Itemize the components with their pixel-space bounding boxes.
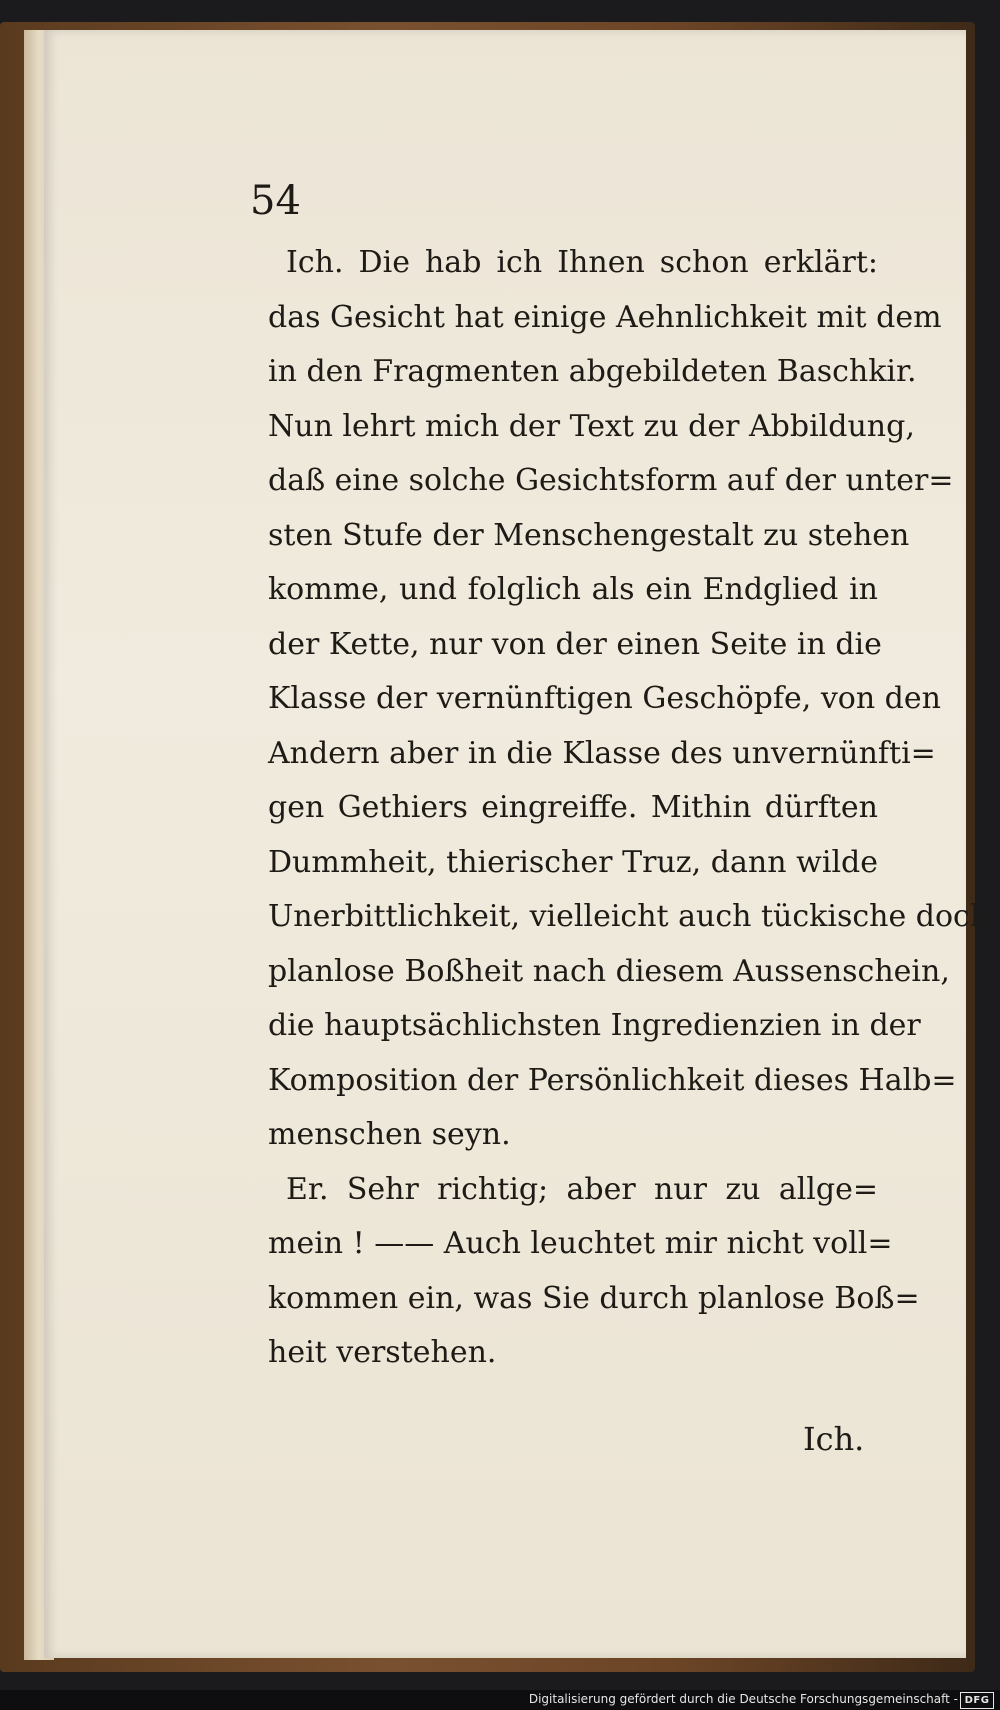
- text-line: Unerbittlichkeit, vielleicht auch tückische doch: [268, 899, 990, 934]
- text-line: Klasse der vernünftigen Geschöpfe, von den: [268, 681, 941, 716]
- text-line: Andern aber in die Klasse des unvernünfti=: [268, 735, 936, 771]
- page-number: 54: [250, 178, 301, 224]
- text-line: kommen ein, was Sie durch planlose Boß=: [268, 1280, 920, 1316]
- text-line: Er. Sehr richtig; aber nur zu allge=: [286, 1171, 878, 1207]
- text-line: Dummheit, thierischer Truz, dann wilde: [268, 844, 878, 880]
- text-line: komme, und folglich als ein Endglied in: [268, 572, 878, 607]
- footer-credit: Digitalisierung gefördert durch die Deutsche Forschungsgemeinschaft -: [528, 1692, 958, 1706]
- text-line: menschen seyn.: [268, 1117, 511, 1152]
- text-line: Nun lehrt mich der Text zu der Abbildung,: [268, 408, 915, 444]
- text-line: Ich. Die hab ich Ihnen schon erklärt:: [286, 245, 878, 280]
- text-line: in den Fragmenten abgebildeten Baschkir.: [268, 354, 917, 389]
- footer-bar: [0, 1690, 1000, 1710]
- text-line: heit verstehen.: [268, 1335, 497, 1370]
- text-line: planlose Boßheit nach diesem Aussenschein,: [268, 953, 950, 989]
- body-text: [268, 236, 990, 1381]
- text-line: mein ! —— Auch leuchtet mir nicht voll=: [268, 1226, 893, 1261]
- text-line: das Gesicht hat einige Aehnlichkeit mit dem: [268, 299, 942, 335]
- dfg-logo-icon: DFG: [960, 1692, 994, 1709]
- text-line: gen Gethiers eingreiffe. Mithin dürften: [268, 790, 878, 825]
- catchword: Ich.: [803, 1420, 865, 1458]
- text-line: sten Stufe der Menschengestalt zu stehen: [268, 517, 910, 553]
- text-line: Komposition der Persönlichkeit dieses Halb=: [268, 1062, 957, 1098]
- text-line: der Kette, nur von der einen Seite in die: [268, 626, 882, 662]
- text-line: daß eine solche Gesichtsform auf der unter=: [268, 463, 954, 498]
- text-line: die hauptsächlichsten Ingredienzien in der: [268, 1008, 921, 1043]
